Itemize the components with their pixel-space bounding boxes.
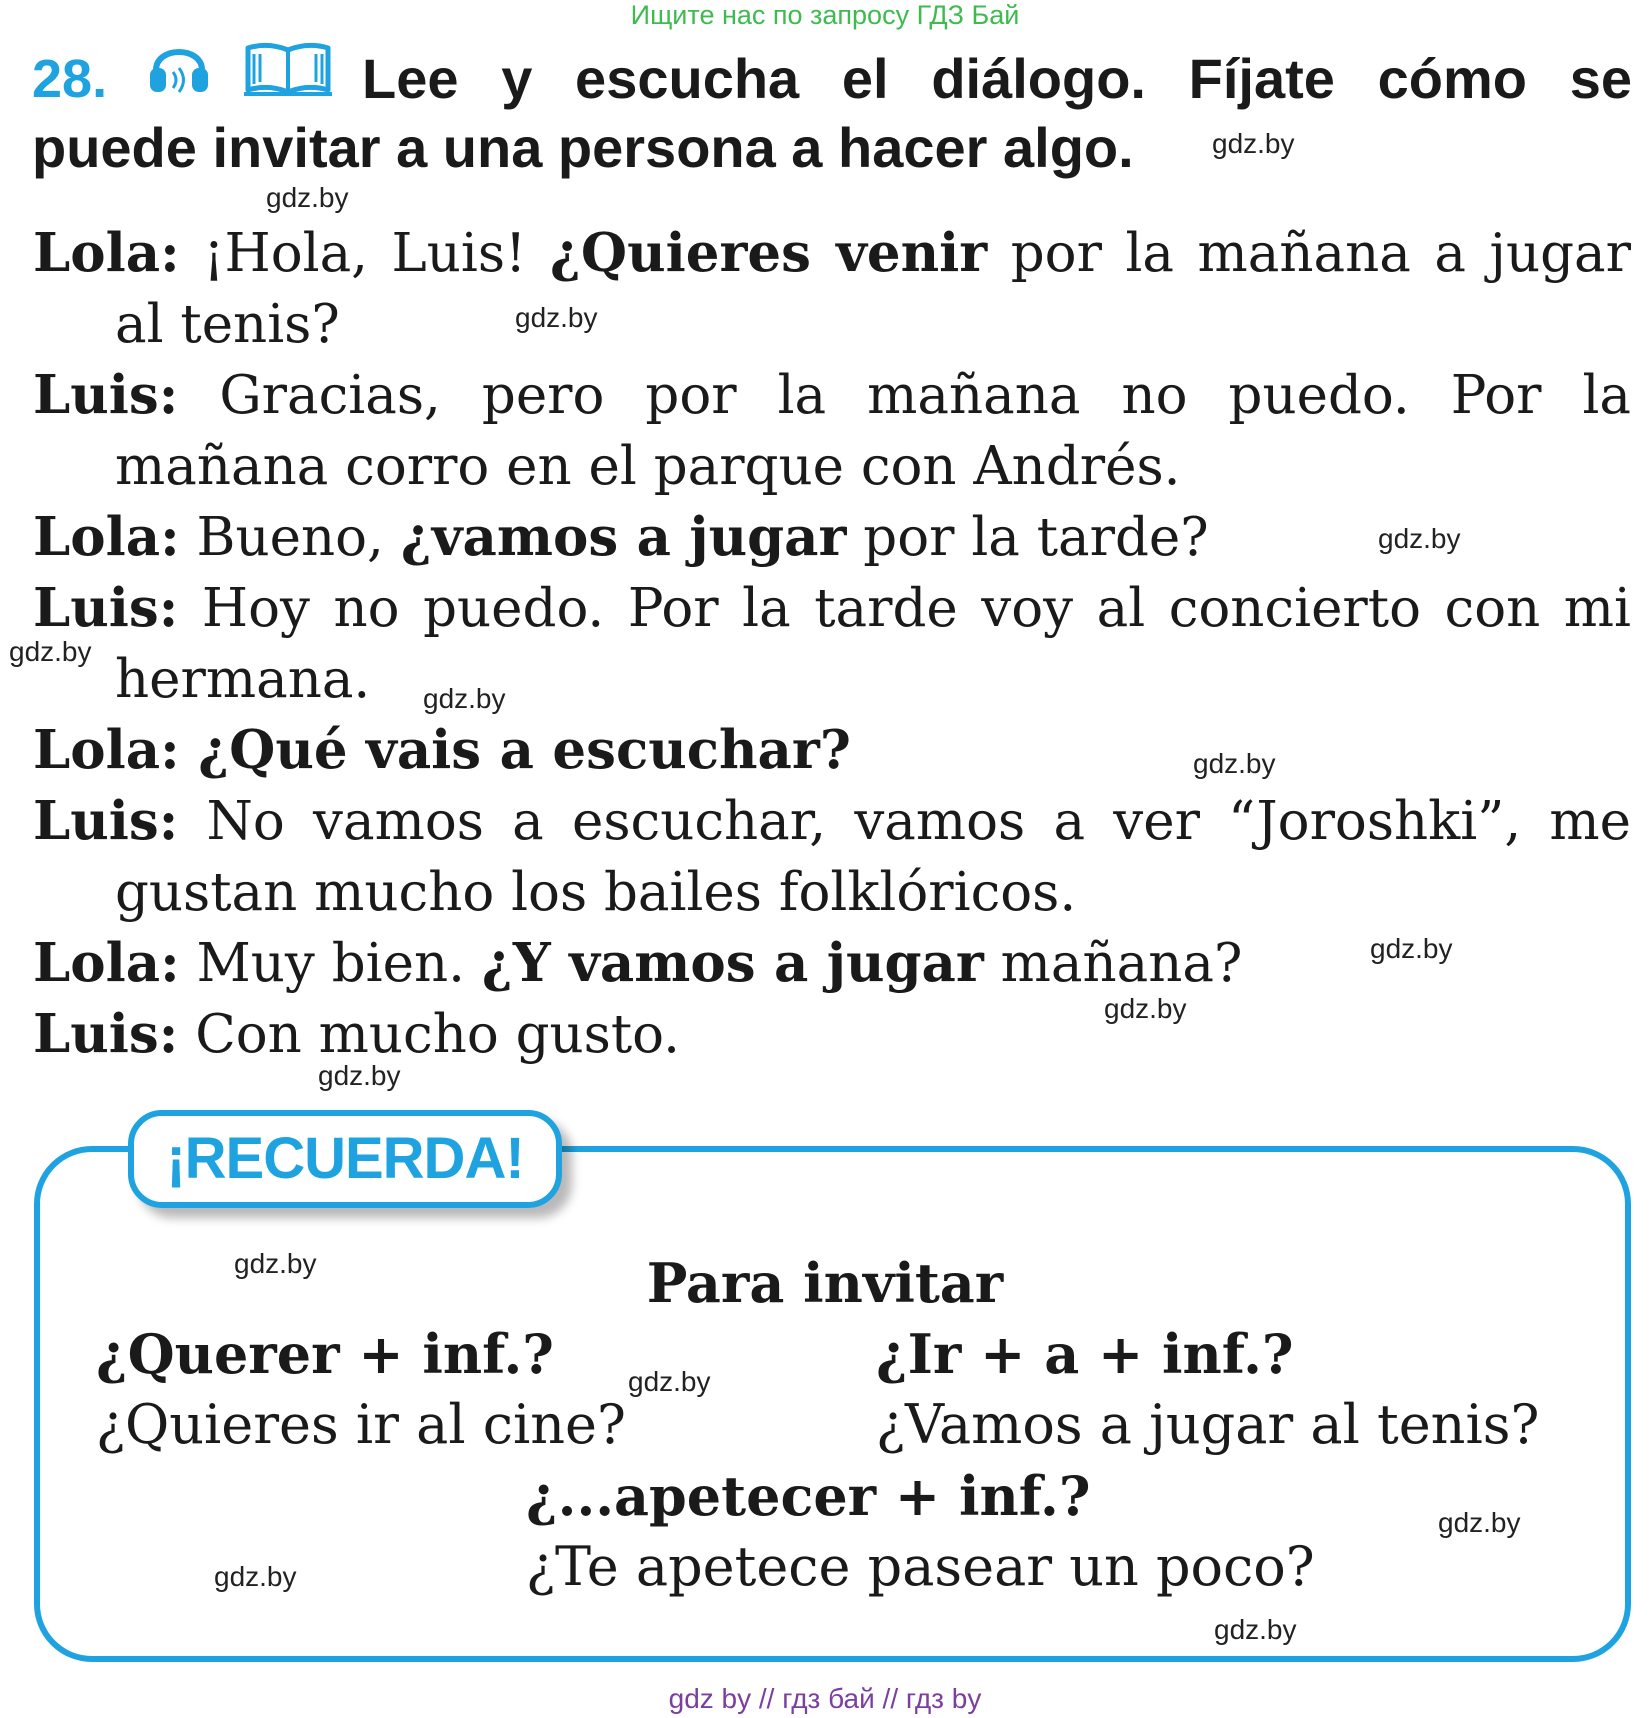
invite-phrase: ¿Quieres venir bbox=[549, 222, 988, 284]
dialogue-line-2-cont: mañana corro en el parque con Andrés. bbox=[115, 436, 1181, 497]
watermark: gdz.by bbox=[515, 302, 598, 333]
watermark: gdz.by bbox=[9, 636, 92, 667]
speaker-luis: Luis: bbox=[33, 577, 179, 639]
watermark: gdz.by bbox=[318, 1060, 401, 1091]
watermark: gdz.by bbox=[1193, 748, 1276, 779]
watermark: gdz.by bbox=[1370, 933, 1453, 964]
instruction-line-1: Lee y escucha el diálogo. Fíjate cómo se bbox=[362, 47, 1632, 110]
dialogue-line-3: Lola: Bueno, ¿vamos a jugar por la tarde? bbox=[33, 506, 1209, 568]
example-apetecer: ¿Te apetece pasear un poco? bbox=[526, 1535, 1315, 1598]
watermark: gdz.by bbox=[1104, 993, 1187, 1024]
speaker-luis: Luis: bbox=[33, 790, 179, 852]
dialogue-line-1-cont: al tenis? bbox=[115, 294, 340, 355]
formula-ir-a: ¿Ir + a + inf.? bbox=[876, 1322, 1294, 1386]
site-banner[interactable]: Ищите нас по запросу ГДЗ Бай bbox=[630, 0, 1020, 30]
watermark: gdz.by bbox=[1214, 1614, 1297, 1645]
watermark: gdz.by bbox=[266, 182, 349, 213]
recuerda-title: Para invitar bbox=[646, 1251, 1004, 1315]
dialogue-line-5: Lola: ¿Qué vais a escuchar? bbox=[33, 719, 851, 781]
speaker-lola: Lola: bbox=[33, 506, 180, 568]
exercise-instruction bbox=[32, 44, 1632, 182]
watermark: gdz.by bbox=[1438, 1507, 1521, 1538]
watermark: gdz.by bbox=[214, 1561, 297, 1592]
dialogue-line-4-cont: hermana. bbox=[115, 649, 371, 710]
footer-links[interactable]: gdz by // гдз бай // гдз by bbox=[668, 1683, 982, 1714]
formula-apetecer: ¿...apetecer + inf.? bbox=[526, 1464, 1091, 1528]
watermark: gdz.by bbox=[1212, 128, 1295, 159]
recuerda-badge: ¡RECUERDA! bbox=[128, 1110, 562, 1208]
watermark: gdz.by bbox=[1378, 523, 1461, 554]
example-ir-a: ¿Vamos a jugar al tenis? bbox=[876, 1393, 1540, 1456]
speaker-luis: Luis: bbox=[33, 364, 179, 426]
example-querer: ¿Quieres ir al cine? bbox=[96, 1393, 626, 1456]
dialogue-line-4: Luis: Hoy no puedo. Por la tarde voy al concierto con mi bbox=[33, 577, 1631, 639]
dialogue-line-6-cont: gustan mucho los bailes folklóricos. bbox=[115, 862, 1077, 923]
instruction-line-2: puede invitar a una persona a hacer algo. bbox=[32, 116, 1134, 179]
watermark: gdz.by bbox=[234, 1248, 317, 1279]
dialogue-line-7: Lola: Muy bien. ¿Y vamos a jugar mañana? bbox=[33, 932, 1243, 994]
dialogue-line-1: Lola: ¡Hola, Luis! ¿Quieres venir por la mañana a jugar bbox=[33, 222, 1631, 284]
invite-phrase: ¿vamos a jugar bbox=[400, 506, 847, 568]
dialogue-line-6: Luis: No vamos a escuchar, vamos a ver “Joroshki”, me bbox=[33, 790, 1631, 852]
invite-phrase: ¿Y vamos a jugar bbox=[481, 932, 984, 994]
speaker-luis: Luis: bbox=[33, 1003, 179, 1065]
formula-querer: ¿Querer + inf.? bbox=[96, 1322, 554, 1386]
exercise-number: 28. bbox=[32, 49, 108, 109]
dialogue-line-2: Luis: Gracias, pero por la mañana no puedo. Por la bbox=[33, 364, 1631, 426]
dialogue-line-8: Luis: Con mucho gusto. bbox=[33, 1003, 680, 1065]
speaker-lola: Lola: bbox=[33, 719, 180, 781]
speaker-lola: Lola: bbox=[33, 932, 180, 994]
watermark: gdz.by bbox=[423, 683, 506, 714]
watermark: gdz.by bbox=[628, 1366, 711, 1397]
speaker-lola: Lola: bbox=[33, 222, 180, 284]
